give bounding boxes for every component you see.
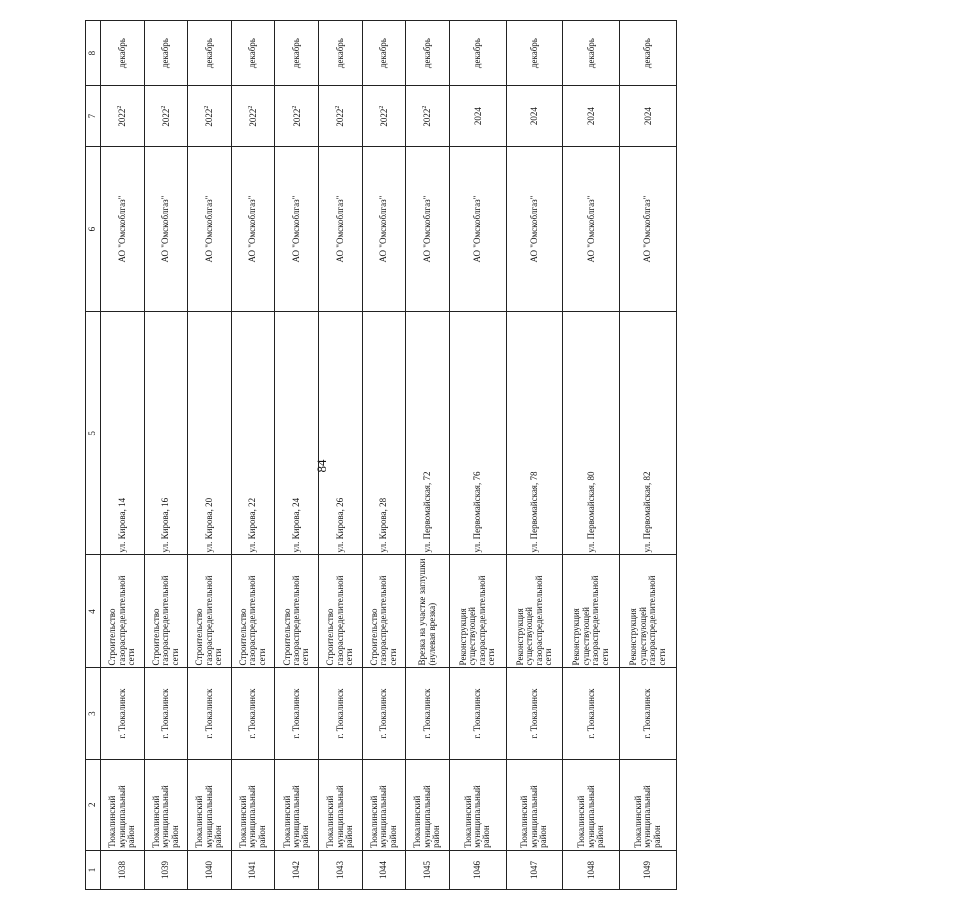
district-cell	[506, 759, 563, 850]
city-cell-text: г. Тюкалинск	[334, 688, 345, 739]
district-cell	[563, 759, 620, 850]
work-type-cell	[144, 555, 188, 668]
city-cell	[188, 668, 232, 759]
column-number-row	[86, 21, 101, 890]
work-type-cell	[275, 555, 319, 668]
work-type-cell-text: Реконструкция существующей газораспределительной сети	[457, 575, 497, 666]
row-number-cell	[188, 850, 232, 889]
row-number-cell-text: 1039	[160, 860, 171, 879]
district-cell-text: Тюкалинский муниципальный район	[281, 785, 311, 848]
month-cell	[563, 21, 620, 86]
city-cell-text: г. Тюкалинск	[160, 688, 171, 739]
work-type-cell	[362, 555, 406, 668]
district-cell	[406, 759, 450, 850]
organization-cell-text: АО "Омскоблгаз"	[585, 195, 596, 263]
year-cell	[620, 86, 677, 147]
row-number-cell-text: 1038	[116, 860, 127, 879]
table-row	[620, 21, 677, 890]
work-type-cell	[506, 555, 563, 668]
month-cell-text: декабрь	[116, 38, 127, 69]
table-row	[362, 21, 406, 890]
organization-cell-text: АО "Омскоблгаз"	[247, 195, 258, 263]
year-cell	[406, 86, 450, 147]
district-cell	[188, 759, 232, 850]
year-footnote: 2	[247, 105, 254, 109]
work-type-cell	[319, 555, 363, 668]
address-cell	[319, 312, 363, 555]
address-cell-text: ул. Кирова, 20	[203, 497, 214, 553]
year-footnote: 2	[160, 105, 167, 109]
month-cell	[506, 21, 563, 86]
work-type-cell-text: Строительство газораспределительной сети	[194, 575, 224, 666]
row-number-cell	[506, 850, 563, 889]
row-number-cell-text: 1045	[421, 860, 432, 879]
organization-cell-text: АО "Омскоблгаз"	[203, 195, 214, 263]
address-cell-text: ул. Первомайская, 82	[642, 471, 653, 553]
district-cell-text: Тюкалинский муниципальный район	[368, 785, 398, 848]
row-number-cell	[231, 850, 275, 889]
organization-cell-text: АО "Омскоблгаз"	[334, 195, 345, 263]
work-type-cell	[563, 555, 620, 668]
district-cell	[319, 759, 363, 850]
month-cell-text: декабрь	[291, 38, 302, 69]
city-cell	[620, 668, 677, 759]
district-cell-text: Тюкалинский муниципальный район	[412, 785, 442, 848]
district-cell	[620, 759, 677, 850]
gas-network-table	[85, 20, 677, 890]
month-cell	[144, 21, 188, 86]
city-cell-text: г. Тюкалинск	[472, 688, 483, 739]
work-type-cell	[449, 555, 506, 668]
district-cell-text: Тюкалинский муниципальный район	[462, 785, 492, 848]
row-number-cell-text: 1048	[585, 860, 596, 879]
year-cell	[101, 86, 145, 147]
month-cell	[188, 21, 232, 86]
work-type-cell	[620, 555, 677, 668]
address-cell-text: ул. Кирова, 24	[291, 497, 302, 553]
organization-cell	[319, 147, 363, 312]
organization-cell	[144, 147, 188, 312]
district-cell	[449, 759, 506, 850]
row-number-cell	[101, 850, 145, 889]
city-cell	[563, 668, 620, 759]
row-number-cell-text: 1040	[203, 860, 214, 879]
address-cell	[563, 312, 620, 555]
city-cell-text: г. Тюкалинск	[528, 688, 539, 739]
organization-cell	[231, 147, 275, 312]
address-cell-text: ул. Кирова, 28	[378, 497, 389, 553]
organization-cell	[101, 147, 145, 312]
row-number-cell-text: 1043	[334, 860, 345, 879]
district-cell-text: Тюкалинский муниципальный район	[519, 785, 549, 848]
district-cell	[362, 759, 406, 850]
row-number-cell-text: 1044	[378, 860, 389, 879]
city-cell-text: г. Тюкалинск	[421, 688, 432, 739]
organization-cell	[563, 147, 620, 312]
month-cell	[449, 21, 506, 86]
work-type-cell-text: Строительство газораспределительной сети	[325, 575, 355, 666]
year-cell	[563, 86, 620, 147]
year-cell-text: 2024	[642, 107, 653, 126]
year-cell	[506, 86, 563, 147]
city-cell	[406, 668, 450, 759]
rotated-table-container	[85, 38, 955, 890]
district-cell-text: Тюкалинский муниципальный район	[237, 785, 267, 848]
address-cell-text: ул. Первомайская, 78	[528, 471, 539, 553]
city-cell-text: г. Тюкалинск	[291, 688, 302, 739]
row-number-cell	[406, 850, 450, 889]
address-cell-text: ул. Первомайская, 80	[585, 471, 596, 553]
address-cell	[101, 312, 145, 555]
month-cell-text: декабрь	[472, 38, 483, 69]
address-cell	[406, 312, 450, 555]
row-number-cell	[449, 850, 506, 889]
city-cell-text: г. Тюкалинск	[116, 688, 127, 739]
address-cell-text: ул. Кирова, 22	[247, 497, 258, 553]
organization-cell-text: АО "Омскоблгаз"	[642, 195, 653, 263]
column-header: 5	[86, 312, 101, 555]
month-cell-text: декабрь	[585, 38, 596, 69]
row-number-cell-text: 1049	[642, 860, 653, 879]
column-header: 7	[86, 86, 101, 147]
month-cell-text: декабрь	[528, 38, 539, 69]
work-type-cell-text: Реконструкция существующей газораспределительной сети	[628, 575, 667, 666]
city-cell	[449, 668, 506, 759]
table-row	[319, 21, 363, 890]
row-number-cell	[319, 850, 363, 889]
work-type-cell	[231, 555, 275, 668]
month-cell-text: декабрь	[642, 38, 653, 69]
address-cell-text: ул. Кирова, 16	[160, 497, 171, 553]
city-cell-text: г. Тюкалинск	[203, 688, 214, 739]
address-cell-text: ул. Кирова, 14	[116, 497, 127, 553]
address-cell	[188, 312, 232, 555]
table-row	[188, 21, 232, 890]
year-cell	[275, 86, 319, 147]
year-cell-text: 2022	[422, 108, 433, 127]
organization-cell	[275, 147, 319, 312]
organization-cell-text: АО "Омскоблгаз"	[116, 195, 127, 263]
work-type-cell-text: Реконструкция существующей газораспределительной сети	[571, 575, 610, 666]
month-cell	[231, 21, 275, 86]
district-cell-text: Тюкалинский муниципальный район	[194, 785, 224, 848]
year-cell	[188, 86, 232, 147]
address-cell	[620, 312, 677, 555]
work-type-cell-text: Строительство газораспределительной сети	[281, 575, 311, 666]
organization-cell-text: АО "Омскоблгаз"	[421, 195, 432, 263]
organization-cell	[506, 147, 563, 312]
year-cell	[319, 86, 363, 147]
city-cell-text: г. Тюкалинск	[247, 688, 258, 739]
year-cell-text: 2024	[586, 107, 597, 126]
month-cell-text: декабрь	[160, 38, 171, 69]
year-cell	[362, 86, 406, 147]
month-cell-text: декабрь	[378, 38, 389, 69]
organization-cell	[188, 147, 232, 312]
row-number-cell	[620, 850, 677, 889]
table-row	[563, 21, 620, 890]
column-header: 1	[86, 850, 101, 889]
city-cell	[144, 668, 188, 759]
address-cell	[231, 312, 275, 555]
address-cell	[275, 312, 319, 555]
year-footnote: 2	[335, 105, 342, 109]
address-cell-text: ул. Кирова, 26	[334, 497, 345, 553]
city-cell	[231, 668, 275, 759]
district-cell-text: Тюкалинский муниципальный район	[325, 785, 355, 848]
month-cell	[406, 21, 450, 86]
year-footnote: 2	[117, 105, 124, 109]
city-cell	[362, 668, 406, 759]
month-cell	[275, 21, 319, 86]
organization-cell-text: АО "Омскоблгаз"	[160, 195, 171, 263]
month-cell	[319, 21, 363, 86]
year-cell	[231, 86, 275, 147]
city-cell-text: г. Тюкалинск	[585, 688, 596, 739]
row-number-cell-text: 1047	[528, 860, 539, 879]
table-row	[144, 21, 188, 890]
year-cell-text: 2022	[247, 108, 258, 127]
row-number-cell	[275, 850, 319, 889]
address-cell	[449, 312, 506, 555]
city-cell	[275, 668, 319, 759]
district-cell	[144, 759, 188, 850]
work-type-cell-text: Строительство газораспределительной сети	[107, 575, 137, 666]
month-cell	[620, 21, 677, 86]
district-cell-text: Тюкалинский муниципальный район	[632, 785, 662, 848]
organization-cell-text: АО "Омскоблгаз"	[472, 195, 483, 263]
district-cell-text: Тюкалинский муниципальный район	[576, 785, 605, 848]
row-number-cell-text: 1046	[472, 860, 483, 879]
page-number: 84	[314, 459, 329, 473]
table-row	[449, 21, 506, 890]
work-type-cell	[406, 555, 450, 668]
year-cell-text: 2022	[291, 108, 302, 127]
work-type-cell-text: Строительство газораспределительной сети	[150, 575, 180, 666]
year-cell-text: 2022	[117, 108, 128, 127]
work-type-cell	[101, 555, 145, 668]
year-cell	[449, 86, 506, 147]
organization-cell	[406, 147, 450, 312]
row-number-cell	[144, 850, 188, 889]
city-cell-text: г. Тюкалинск	[378, 688, 389, 739]
district-cell	[101, 759, 145, 850]
month-cell-text: декабрь	[421, 38, 432, 69]
work-type-cell-text: Строительство газораспределительной сети	[237, 575, 267, 666]
district-cell	[275, 759, 319, 850]
column-header: 3	[86, 668, 101, 759]
row-number-cell-text: 1041	[247, 860, 258, 879]
year-cell	[144, 86, 188, 147]
district-cell	[231, 759, 275, 850]
address-cell-text: ул. Первомайская, 72	[421, 471, 432, 553]
organization-cell	[362, 147, 406, 312]
city-cell	[319, 668, 363, 759]
year-cell-text: 2022	[378, 108, 389, 127]
year-cell-text: 2022	[335, 108, 346, 127]
table-row	[101, 21, 145, 890]
address-cell	[144, 312, 188, 555]
column-header: 4	[86, 555, 101, 668]
organization-cell	[449, 147, 506, 312]
table-row	[231, 21, 275, 890]
month-cell	[101, 21, 145, 86]
city-cell-text: г. Тюкалинск	[642, 688, 653, 739]
district-cell-text: Тюкалинский муниципальный район	[150, 785, 180, 848]
row-number-cell-text: 1042	[291, 860, 302, 879]
year-cell-text: 2024	[472, 107, 483, 126]
organization-cell-text: АО "Омскоблгаз"	[528, 195, 539, 263]
column-header: 2	[86, 759, 101, 850]
year-footnote: 2	[422, 105, 429, 109]
address-cell	[362, 312, 406, 555]
year-footnote: 2	[204, 105, 211, 109]
row-number-cell	[362, 850, 406, 889]
year-cell-text: 2022	[160, 108, 171, 127]
work-type-cell-text: Врезка на участке заглушки (нулевая врезка)	[417, 558, 437, 666]
month-cell-text: декабрь	[334, 38, 345, 69]
month-cell-text: декабрь	[203, 38, 214, 69]
organization-cell-text: АО "Омскоблгаз"	[291, 195, 302, 263]
year-cell-text: 2022	[204, 108, 215, 127]
work-type-cell-text: Строительство газораспределительной сети	[368, 575, 398, 666]
column-header: 8	[86, 21, 101, 86]
year-cell-text: 2024	[529, 107, 540, 126]
organization-cell-text: АО "Омскоблгаз"	[378, 195, 389, 263]
table-row	[506, 21, 563, 890]
table-row	[406, 21, 450, 890]
district-cell-text: Тюкалинский муниципальный район	[107, 785, 137, 848]
table-row	[275, 21, 319, 890]
work-type-cell-text: Реконструкция существующей газораспределительной сети	[514, 575, 553, 666]
work-type-cell	[188, 555, 232, 668]
city-cell	[101, 668, 145, 759]
organization-cell	[620, 147, 677, 312]
month-cell	[362, 21, 406, 86]
column-header: 6	[86, 147, 101, 312]
address-cell	[506, 312, 563, 555]
address-cell-text: ул. Первомайская, 76	[472, 471, 483, 553]
year-footnote: 2	[291, 105, 298, 109]
city-cell	[506, 668, 563, 759]
row-number-cell	[563, 850, 620, 889]
month-cell-text: декабрь	[247, 38, 258, 69]
year-footnote: 2	[378, 105, 385, 109]
